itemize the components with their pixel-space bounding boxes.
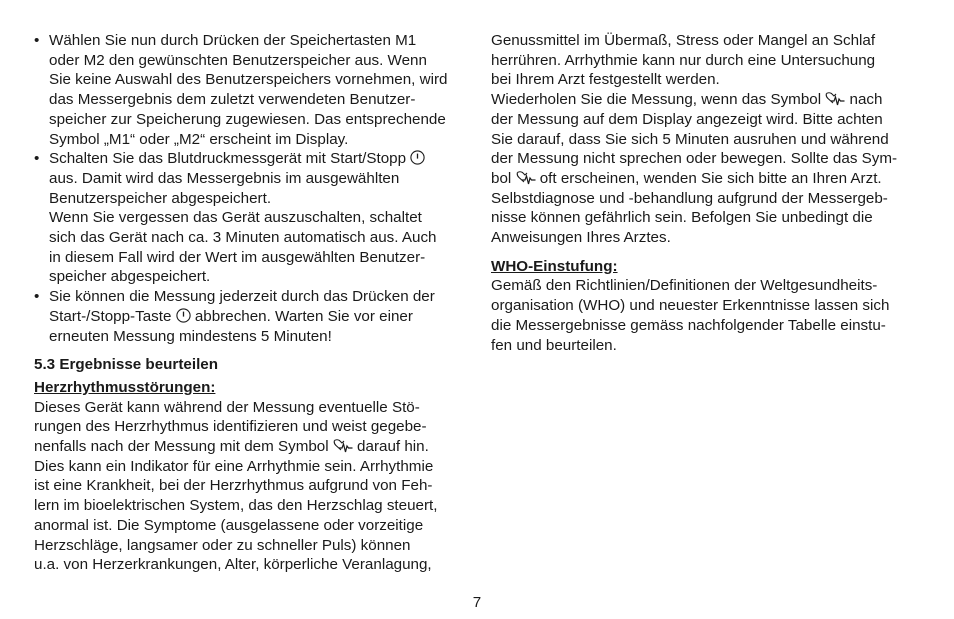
bullet: •: [34, 32, 40, 49]
text-line: Dieses Gerät kann während der Messung eventuelle Stö-: [34, 398, 420, 416]
section-heading: 5.3 Ergebnisse beurteilen: [34, 356, 219, 374]
bullet: •: [34, 288, 40, 306]
text-line: organisation (WHO) und neuester Erkenntnisse lassen sich: [491, 297, 890, 315]
text-line: sich das Gerät nach ca. 3 Minuten automatisch aus. Auch: [49, 229, 437, 247]
list-item: [34, 287, 464, 346]
paragraph: [491, 276, 923, 355]
bullet: •: [34, 150, 40, 168]
list-item: [34, 149, 464, 287]
text-line: Sie können die Messung jederzeit durch das Drücken der: [49, 288, 435, 306]
spacer: [34, 346, 464, 355]
text-line: Wählen Sie nun durch Drücken der Speichertasten M1: [49, 32, 417, 49]
text-line: nenfalls nach der Messung mit dem Symbol darauf hin.: [34, 438, 429, 456]
text-line: die Messergebnisse gemäss nachfolgender Tabelle einstu-: [491, 316, 886, 334]
text-line: bol oft erscheinen, wenden Sie sich bitte an Ihren Arzt.: [491, 169, 882, 187]
text-line: Schalten Sie das Blutdruckmessgerät mit Start/Stopp: [49, 149, 464, 169]
right-column: [491, 31, 923, 355]
text-line: rungen des Herzrhythmus identifizieren und weist gegebe-: [34, 418, 427, 436]
page-number: 7: [472, 594, 482, 611]
paragraph: [34, 398, 464, 575]
text-line: Gemäß den Richtlinien/Definitionen der Weltgesundheits-: [491, 277, 878, 295]
text-line: Benutzerspeicher abgespeichert.: [49, 189, 272, 207]
power-button-icon: [176, 308, 191, 323]
paragraph: [491, 90, 923, 248]
arrhythmia-heart-icon: [825, 91, 845, 106]
text-line: Anweisungen Ihres Arztes.: [491, 229, 671, 247]
text-line: oder M2 den gewünschten Benutzerspeicher aus. Wenn: [49, 51, 427, 69]
text-line: Sie darauf, dass Sie sich 5 Minuten ausruhen und während: [491, 130, 889, 148]
spacer: [491, 248, 923, 257]
text-line: bei Ihrem Arzt festgestellt werden.: [491, 71, 720, 89]
text-line: in diesem Fall wird der Wert im ausgewählten Benutzer-: [49, 248, 426, 266]
arrhythmia-heart-icon: [333, 438, 353, 453]
text-line: der Messung auf dem Display angezeigt wird. Bitte achten: [491, 110, 883, 128]
text-line: aus. Damit wird das Messergebnis im ausgewählten: [49, 169, 400, 187]
text-line: der Messung nicht sprechen oder bewegen. Sollte das Sym-: [491, 150, 898, 168]
arrhythmia-heart-icon: [516, 170, 536, 185]
text-line: Herzschläge, langsamer oder zu schneller Puls) können: [34, 536, 411, 554]
text-line: Wenn Sie vergessen das Gerät auszuschalten, schaltet: [49, 209, 422, 227]
text-line: herrühren. Arrhythmie kann nur durch eine Untersuchung: [491, 51, 876, 69]
power-button-icon: [410, 150, 425, 165]
text-line: Sie keine Auswahl des Benutzerspeichers vornehmen, wird: [49, 71, 448, 89]
text-line: das Messergebnis dem zuletzt verwendeten Benutzer-: [49, 91, 416, 109]
text-line: Start-/Stopp-Taste abbrechen. Warten Sie vor einer: [49, 307, 413, 325]
text-line: lern im bioelektrischen System, das den Herzschlag steuert,: [34, 497, 438, 515]
sub-heading: Herzrhythmusstörungen:: [34, 378, 216, 396]
text-line: nisse können gefährlich sein. Befolgen Sie unbedingt die: [491, 209, 873, 227]
text-line: erneuten Messung mindestens 5 Minuten!: [49, 327, 332, 345]
text-line: ist eine Krankheit, bei der Herzrhythmus aufgrund von Feh-: [34, 477, 433, 495]
text-line: anormal ist. Die Symptome (ausgelassene oder vorzeitige: [34, 516, 424, 534]
text-line: speicher zur Speicherung zugewiesen. Das entsprechende: [49, 110, 446, 128]
text-line: Symbol „M1“ oder „M2“ erscheint im Display.: [49, 130, 349, 148]
text-line: Selbstdiagnose und -behandlung aufgrund der Messergeb-: [491, 189, 888, 207]
text-line: Wiederholen Sie die Messung, wenn das Symbol nach: [491, 91, 883, 109]
list-item: [34, 31, 464, 149]
text-line: fen und beurteilen.: [491, 336, 617, 354]
sub-heading: WHO-Einstufung:: [491, 257, 618, 275]
text-line: Dies kann ein Indikator für eine Arrhythmie sein. Arrhythmie: [34, 457, 434, 475]
paragraph: [491, 31, 923, 90]
left-column: [34, 31, 464, 575]
text-line: u.a. von Herzerkrankungen, Alter, körperliche Veranlagung,: [34, 556, 432, 574]
text-line: speicher abgespeichert.: [49, 268, 211, 286]
text-line: Genussmittel im Übermaß, Stress oder Mangel an Schlaf: [491, 32, 876, 49]
